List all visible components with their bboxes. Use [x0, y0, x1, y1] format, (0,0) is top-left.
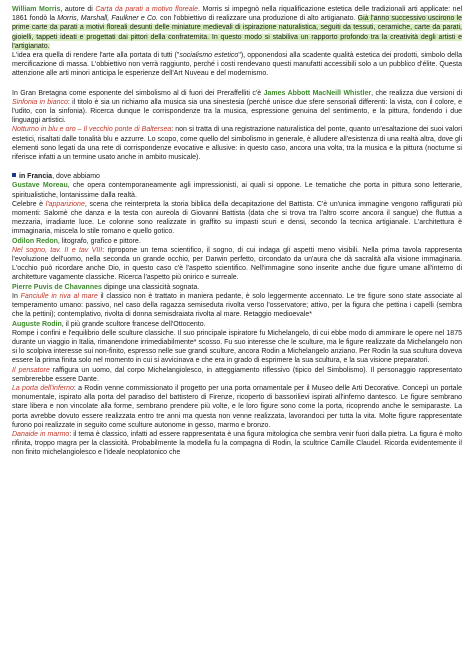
text-run: : a Rodin venne commissionato il progetto per una porta ornamentale per il Museo delle Arti Decorative. Concepì un portale monumentale, ispirato alla porta del paradiso del battistero di Firenze, ricoperto di bassorilievi ispirati all'inferno dantesco. Le figure sembrano stare libera e non vincolate alla forme, sembrano prendere più volte, e le loro figure sono come la porta, ricoprendo anche le semiparaste. La porta avrebbe dovuto essere realizzata entro tre anni ma questa non venne realizzata, lavorandoci per tutta la vita. Molte figure rappresentate furono poi realizzate in seguito come sculture autonome in gesso, marmo e bronzo. — [12, 384, 462, 429]
text-run: , litografo, grafico e pittore. — [57, 237, 141, 245]
text-run: , che realizza due versioni di — [371, 89, 462, 97]
text-run: dipinge una classicità sognata. — [101, 283, 200, 291]
text-run: , che opera contemporaneamente agli impressionisti, ai quali si oppone. Le tematiche che porta in pittura sono letterarie, spiritualistiche, lontanissime dalla realtà. — [12, 182, 462, 199]
redon-paragraph — [12, 237, 462, 283]
artist-name-rodin: Auguste Rodin — [12, 320, 62, 328]
text-run: In Gran Bretagna come esponente del simbolismo al di fuori dei Preraffelliti c'è — [12, 89, 264, 97]
artist-name-morris: William Morris — [12, 6, 61, 13]
text-run: , il più grande scultore francese dell'Ottocento. — [61, 320, 206, 328]
text-run: : il titolo è sia un richiamo alla musica sia una sinestesia (perché unisce due sfere sensoriali differenti: la vista, con il colore, e l'udito, con la sinfonia). Ricerca dunque le corrispondenze tra la musica, espressione genuina del sentimento, e la pittura, fondendo i due linguaggi artistici. — [12, 98, 462, 125]
artist-name-moreau: Gustave Moreau — [12, 182, 68, 190]
artwork-title: Sinfonia in bianco — [12, 98, 68, 106]
moreau-paragraph — [12, 181, 462, 236]
text-run: , dove abbiamo — [52, 173, 100, 181]
square-bullet-icon — [12, 173, 16, 177]
text-run: Celebre è — [12, 200, 46, 208]
france-heading — [12, 172, 462, 181]
artist-name-redon: Odilon Redon — [12, 237, 58, 245]
text-run: raffigura un uomo, dal corpo Michelangiolesco, in atteggiamento riflessivo (tipico del Simbolismo). Il personaggio rappresentato sembrerebbe essere Dante. — [12, 366, 462, 383]
artist-name-whistler: James Abbott MacNeill Whistler — [263, 89, 372, 97]
artwork-title: Carta da parati a motivo floreale — [95, 6, 199, 13]
text-run: con l'obbiettivo di realizzare una produzione di alto artigianato. — [157, 15, 358, 23]
text-run: L'idea era quella di rendere l'arte alla portata di tutti (" — [12, 52, 180, 60]
artwork-title: Fanciulle in riva al mare — [20, 292, 98, 300]
highlighted-text: Già l'anno successivo uscirono le prime carte da parati a motivi floreali desunti delle miniature medievali di ispirazione naturalistica, seguiti da tessuti, ceramiche, carte da parati, gioielli, tappeti ideati e progettati dai pittori della confraternita. In questo modo si stabiliva un rapporto profondo tra la creatività degli artisti e l'artigianato. — [12, 15, 462, 50]
text-run: In — [12, 292, 21, 300]
artwork-title: Notturno in blu e oro – Il vecchio ponte di Baltersea — [12, 126, 172, 134]
morris-paragraph — [12, 5, 462, 79]
text-run: , scena che reinterpreta la storia biblica della decapitazione del Battista. C'è un'unica immagine vengono raffigurati più momenti: Salomè che danza e la testa con aureola di Giovanni Battista (data che si trova tra l'altro scorre ancora il sangue) che fluttua a mezzaria, irradiante luce. Le colonne sono realizzate in graffito su impasti scuri e densi, secondo la tecnica artigianale. L'architettura è immaginaria, miscela lo stile romano e quello gotico. — [12, 200, 463, 236]
text-run: il classico non è trattato in maniera pedante, è solo leggermente accennato. Le tre figure sono state associate al temperamento umano: passivo, nel caso della ragazza semiseduta rivolta verso l'osservatore; attivo, per la figura che pettina i capelli (sembra che la pettini); contemplativo, rivolta di donna semisdraiata rivolta al mare. Retaggio medioevale* — [12, 292, 462, 319]
text-run: , autore di — [60, 6, 96, 13]
quote-text: socialismo estetico — [179, 52, 239, 60]
puvis-paragraph — [12, 283, 462, 320]
text-run: . Morris si impegnò nella riqualificazione estetica delle tradizionali arti applicate: nel 1861 fondò la — [12, 6, 463, 23]
company-name: Morris, Marshall, Faulkner e Co. — [57, 15, 158, 23]
section-label: in Francia — [19, 173, 53, 181]
text-run: "), opponendosi alla scadente qualità estetica dei prodotti, simbolo della mercificazione di massa. L'obbiettivo non verrà raggiunto, perché i costi rendevano questi manufatti accessibili solo a un pubblico d'élite. Questa attenzione alle arti minori anticipa le esperienze dell'Art Nuveau e del modernismo. — [12, 52, 462, 78]
text-run: : il tema è classico, infatti ad essere rappresentata è una figura mitologica che sembra venir fuori dalla pietra. La figura è molto rifinita, troppo magra per la classicità. Probabilmente la modella fu la compagna di Rodin, la scultrice Camille Claudel. Ricorda evidentemente il non finito michelangiolesco e l'ideale neoplatonico che — [12, 430, 462, 457]
artwork-title: La porta dell'inferno — [12, 384, 74, 392]
artwork-title: l'apparizione — [45, 200, 85, 208]
artwork-title: Danaide in marmo — [12, 430, 70, 438]
rodin-paragraph — [12, 320, 462, 458]
text-run: : ripropone un tema scientifico, il sogno, di cui indaga gli aspetti meno visibili. Nella prima tavola rappresenta l'evoluzione dell'uomo, nella seconda un grande occhio, per Darwin perfetto, circondato da un'aura che dà sacralità alla visione immaginaria. L'occhio può ricordare anche Dio, in questo caso c'è l'aspetto scientifico. Nell'immagine sono inserite anche due figure umane all'interno di architetture vagamente classiche. Ricerca l'aspetto più onirico e surreale. — [12, 246, 463, 282]
artwork-title: Nel sogno, tav. II e tav VIII — [12, 246, 103, 254]
whistler-paragraph — [12, 89, 462, 163]
text-run: : non si tratta di una registrazione naturalistica del ponte, quanto un'esaltazione dei suoi valori estetici, risaltati dalle tonalità blu e azzurre. Lo scopo, come quello del simbolismo in generale, è alludere all'esistenza di una realtà altra, dove gli elementi sono legati da una rete di corrispondenze evocative e allusive: in questo caso, ancora una volta, tra la musica e la pittura (nocturne si riferisce infatti a un termine usato anche in ambito musicale). — [12, 126, 462, 162]
text-run: Rompe i confini e l'equilibrio delle sculture classiche. Il suo principale ispiratore fu Michelangelo, di cui ebbe modo di ammirare le opere nel 1875 durante un viaggio in Italia, rimanendone irrimediabilmente* scosso. Fu suo interesse che le sculture, ma le figure realizzate da Michelangelo non si lo scolpiva interesse sui non-finito, espresso nelle sue grandi sculture, ancora Rodin a Michelangelo anziano. Per Rodin la sua scultura doveva essere la prima finita solo nel momento in cui si avvicinava e che era in grado di esprimere la sua scultura, e la sua visione preparatori. — [12, 329, 462, 365]
artist-name-puvis: Pierre Puvis de Chavannes — [12, 283, 102, 291]
artwork-title: Il pensatore — [12, 366, 50, 374]
